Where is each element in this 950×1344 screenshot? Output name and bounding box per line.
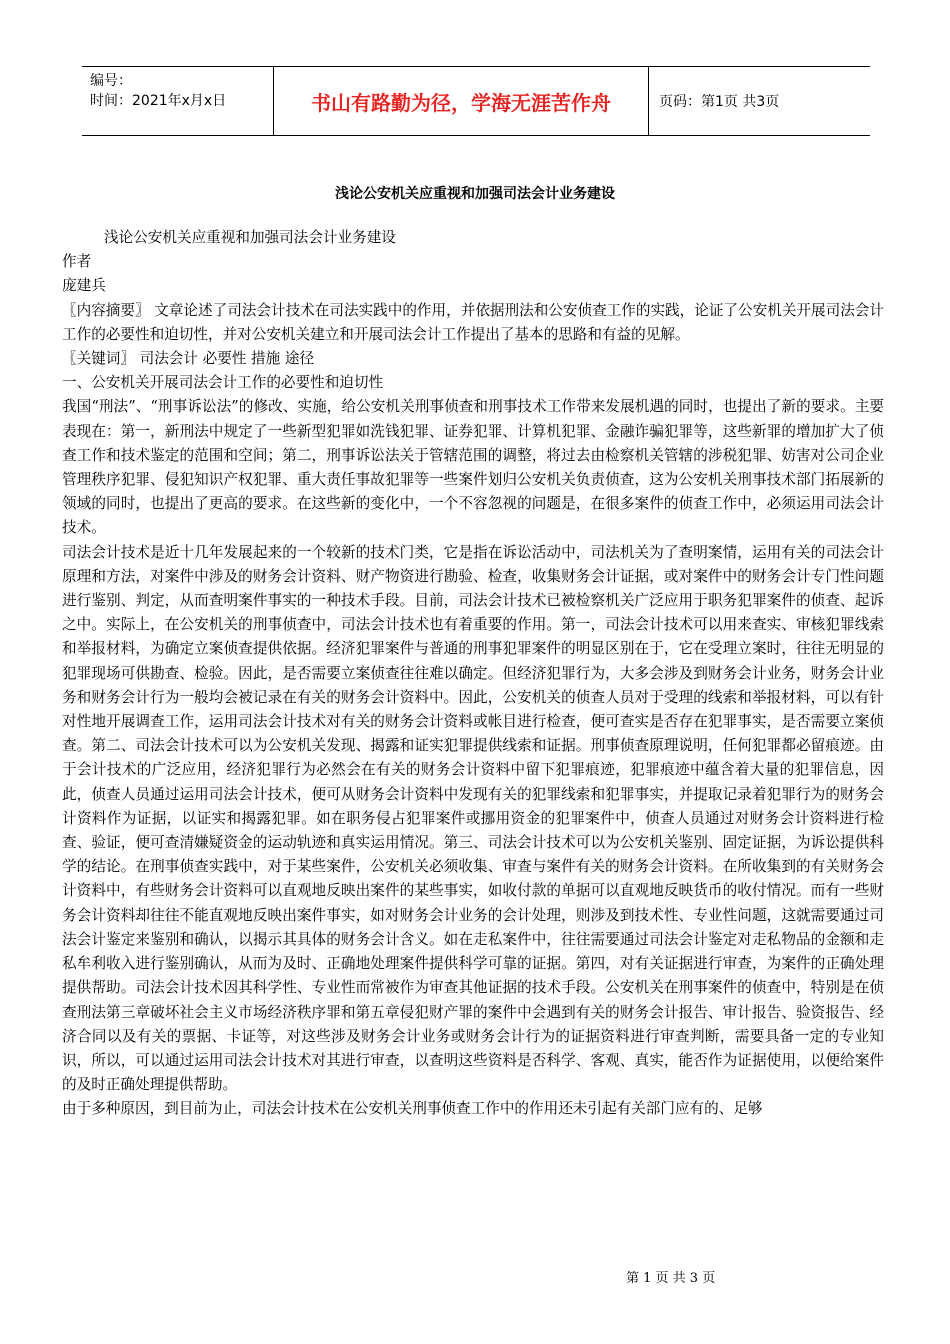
body-paragraph: 〖内容摘要〗 文章论述了司法会计技术在司法实践中的作用，并依据刑法和公安侦查工作的实践，论证了公安机关开展司法会计工作的必要性和迫切性，并对公安机关建立和开展司法会计工作提出了基本的思路和有益的见解。 xyxy=(62,301,884,343)
doc-time-label: 时间：2021年x月x日 xyxy=(90,93,227,109)
body-paragraph: 庞建兵 xyxy=(62,277,106,295)
doc-number-label: 编号： xyxy=(90,73,132,89)
body-paragraph: 浅论公安机关应重视和加强司法会计业务建设 xyxy=(104,229,396,246)
document-body xyxy=(62,226,884,1122)
body-paragraph: 〖关键词〗 司法会计 必要性 措施 途径 xyxy=(62,350,315,368)
header-motto: 书山有路勤为径，学海无涯苦作舟 xyxy=(274,67,649,135)
header-table xyxy=(82,66,870,136)
body-paragraph: 一、公安机关开展司法会计工作的必要性和迫切性 xyxy=(62,374,384,392)
header-meta-cell xyxy=(82,67,274,135)
document-title: 浅论公安机关应重视和加强司法会计业务建设 xyxy=(335,186,615,202)
header-page-label: 页码：第1页 共3页 xyxy=(659,94,780,110)
body-paragraph: 司法会计技术是近十几年发展起来的一个较新的技术门类，它是指在诉讼活动中，司法机关为了查明案情，运用有关的司法会计原理和方法，对案件中涉及的财务会计资料、财产物资进行勘验、检查，收集财务会计证据，或对案件中的财务会计专门性问题进行鉴别、判定，从而查明案件事实的一种技术手段。目前，司法会计技术已被检察机关广泛应用于职务犯罪案件的侦查、起诉之中。实际上，在公安机关的刑事侦查中，司法会计技术也有着重要的作用。第一，司法会计技术可以用来查实、审核犯罪线索和举报材料，为确定立案侦查提供依据。经济犯罪案件与普通的刑事犯罪案件的明显区别在于，它在受理立案时，往往无明显的犯罪现场可供勘查、检验。因此，是否需要立案侦查往往难以确定。但经济犯罪行为，大多会涉及到财务会计业务，财务会计业务和财务会计行为一般均会被记录在有关的财务会计资料中。因此，公安机关的侦查人员对于受理的线索和举报材料，可以有针对性地开展调查工作，运用司法会计技术对有关的财务会计资料或帐目进行检查，便可查实是否存在犯罪事实，是否需要立案侦查。第二、司法会计技术可以为公安机关发现、揭露和证实犯罪提供线索和证据。刑事侦查原理说明，任何犯罪都必留痕迹。由于会计技术的广泛应用，经济犯罪行为必然会在有关的财务会计资料中留下犯罪痕迹，犯罪痕迹中蕴含着大量的犯罪信息，因此，侦查人员通过运用司法会计技术，便可从财务会计资料中发现有关的犯罪线索和犯罪事实，并提取记录着犯罪行为的财务会计资料作为证据，以证实和揭露犯罪。如在职务侵占犯罪案件或挪用资金的犯罪案件中，侦查人员通过对财务会计资料进行检查、验证，便可查清嫌疑资金的运动轨迹和真实运用情况。第三、司法会计技术可以为公安机关鉴别、固定证据，为诉讼提供科学的结论。在刑事侦查实践中，对于某些案件，公安机关必须收集、审查与案件有关的财务会计资料。在所收集到的有关财务会计资料中，有些财务会计资料可以直观地反映出案件的某些事实，如收付款的单据可以直观地反映货币的收付情况。而有一些财务会计资料却往往不能直观地反映出案件事实，如对财务会计业务的会计处理，则涉及到技术性、专业性问题，这就需要通过司法会计鉴定来鉴别和确认，以揭示其具体的财务会计含义。如在走私案件中，往往需要通过司法会计鉴定对走私物品的金额和走私牟利收入进行鉴别确认，从而为及时、正确地处理案件提供科学可靠的证据。第四，对有关证据进行审查，为案件的正确处理提供帮助。司法会计技术因其科学性、专业性而常被作为审查其他证据的技术手段。公安机关在刑事案件的侦查中，特别是在侦查刑法第三章破坏社会主义市场经济秩序罪和第五章侵犯财产罪的案件中会遇到有关的财务会计报告、审计报告、验资报告、经济合同以及有关的票据、卡证等，对这些涉及财务会计业务或财务会计行为的证据资料进行审查判断，需要具备一定的专业知识，所以，可以通过运用司法会计技术对其进行审查，以查明这些资料是否科学、客观、真实，能否作为证据使用，以便给案件的及时正确处理提供帮助。 xyxy=(62,543,884,1094)
body-paragraph: 作者 xyxy=(62,253,92,271)
page-footer: 第 1 页 共 3 页 xyxy=(626,1271,716,1286)
body-paragraph: 我国“刑法”、“刑事诉讼法”的修改、实施，给公安机关刑事侦查和刑事技术工作带来发展机遇的同时，也提出了新的要求。主要表现在：第一，新刑法中规定了一些新型犯罪如洗钱犯罪、证券犯罪、计算机犯罪、金融诈骗犯罪等，这些新罪的增加扩大了侦查工作和技术鉴定的范围和空间；第二，刑事诉讼法关于管辖范围的调整，将过去由检察机关管辖的涉税犯罪、妨害对公司企业管理秩序犯罪、侵犯知识产权犯罪、重大责任事故犯罪等一些案件划归公安机关负责侦查，这为公安机关刑事技术部门拓展新的领域的同时，也提出了更高的要求。在这些新的变化中，一个不容忽视的问题是，在很多案件的侦查工作中，必须运用司法会计技术。 xyxy=(62,398,884,537)
body-paragraph: 由于多种原因，到目前为止，司法会计技术在公安机关刑事侦查工作中的作用还未引起有关部门应有的、足够 xyxy=(62,1100,763,1118)
